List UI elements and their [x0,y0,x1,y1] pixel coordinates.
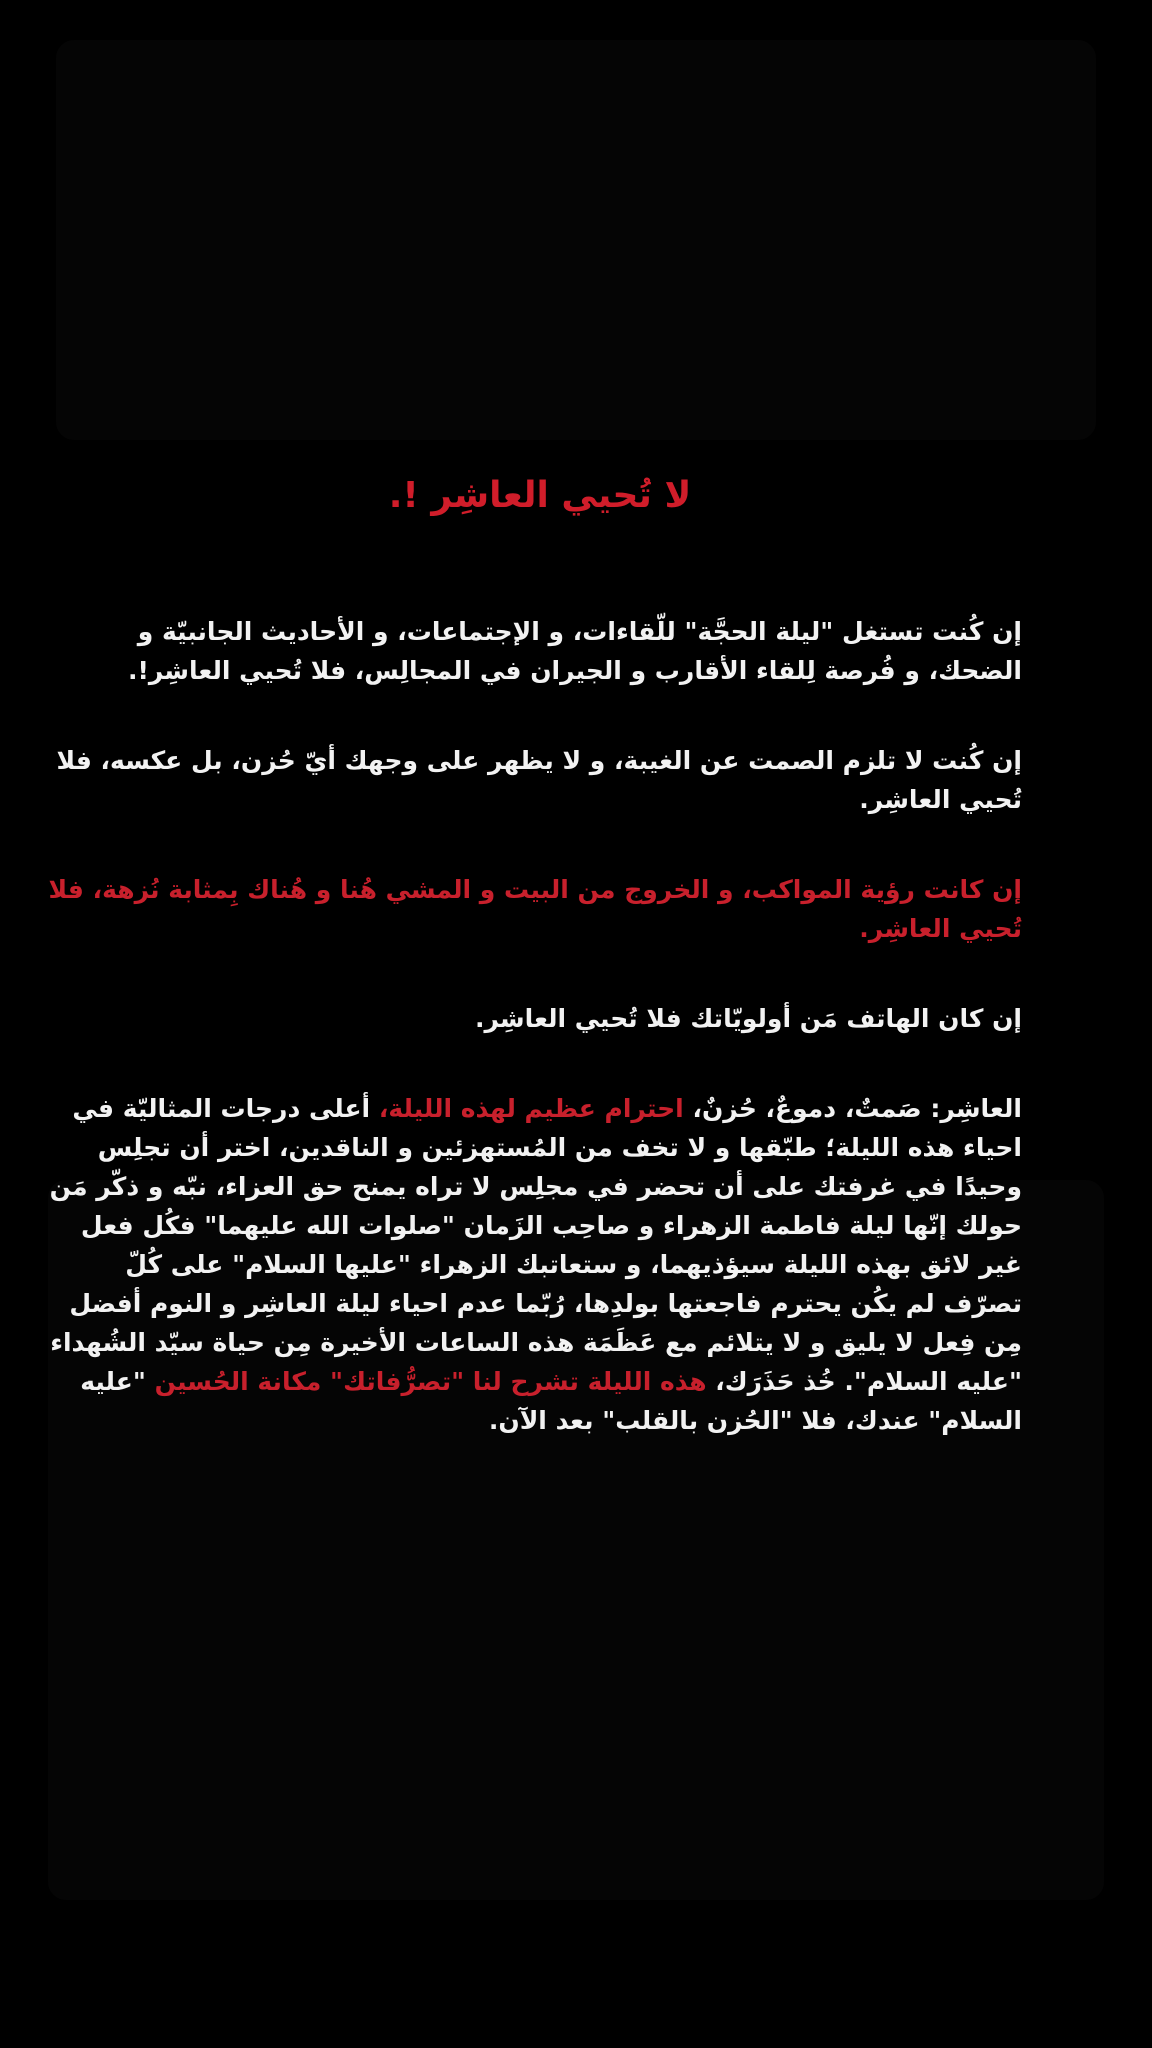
paragraph-3-highlighted: إن كانت رؤية المواكب، و الخروج من البيت و المشي هُنا و هُناك بِمثابة نُزهة، فلا تُحيي العاشِر. [48,875,1022,943]
paragraph-5-text-1: العاشِر: صَمتٌ، دموعٌ، حُزنٌ، [683,1094,1022,1123]
background-panel-upper [56,40,1096,440]
paragraph-5 [40,1089,1040,1440]
paragraph-5-text-2: أعلى درجات المثاليّة في احياء هذه الليلة؛ طبّقها و لا تخف من المُستهزئين و الناقدين، اختر أن تجلِس وحيدًا في غرفتك على أن تحضر في مجلِس لا تراه يمنح حق العزاء، نبّه و ذكّر مَن حولك إنّها ليلة فاطمة الزهراء و صاحِب الزَمان "صلوات الله عليهما" فكُل فعل غير لائق بهذه الليلة سيؤذيهما، و ستعاتبك الزهراء "عليها السلام" على كُلّ تصرّف لم يكُن يحترم فاجعتها بولدِها، رُبّما عدم احياء ليلة العاشِر و النوم أفضل مِن فِعل لا يليق و لا يتلائم مع عَظَمَة هذه الساعات الأخيرة مِن حياة سيّد الشُهداء "عليه السلام". خُذ حَذَرَك، [49,1094,1022,1396]
paragraph-4: إن كان الهاتف مَن أولويّاتك فلا تُحيي العاشِر. [474,1004,1022,1033]
post-content [40,470,1040,1440]
paragraph-1: إن كُنت تستغل "ليلة الحجَّة" للّقاءات، و الإجتماعات، و الأحاديث الجانبيّة و الضحك، و فُرصة لِلقاء الأقارب و الجيران في المجالِس، فلا تُحيي العاشِر!. [127,617,1022,685]
post-title: لا تُحيي العاشِر !. [388,475,692,516]
paragraph-5-text-3: "عليه السلام" عندك، فلا "الحُزن بالقلب" بعد الآن. [80,1367,1022,1435]
paragraph-5-highlight-2: هذه الليلة تشرح لنا "تصرُّفاتك" مكانة الحُسين [154,1367,707,1396]
paragraph-2: إن كُنت لا تلزم الصمت عن الغيبة، و لا يظهر على وجهك أيّ حُزن، بل عكسه، فلا تُحيي العاشِر. [56,746,1022,814]
paragraph-5-highlight-1: احترام عظيم لهذه الليلة، [378,1094,684,1123]
